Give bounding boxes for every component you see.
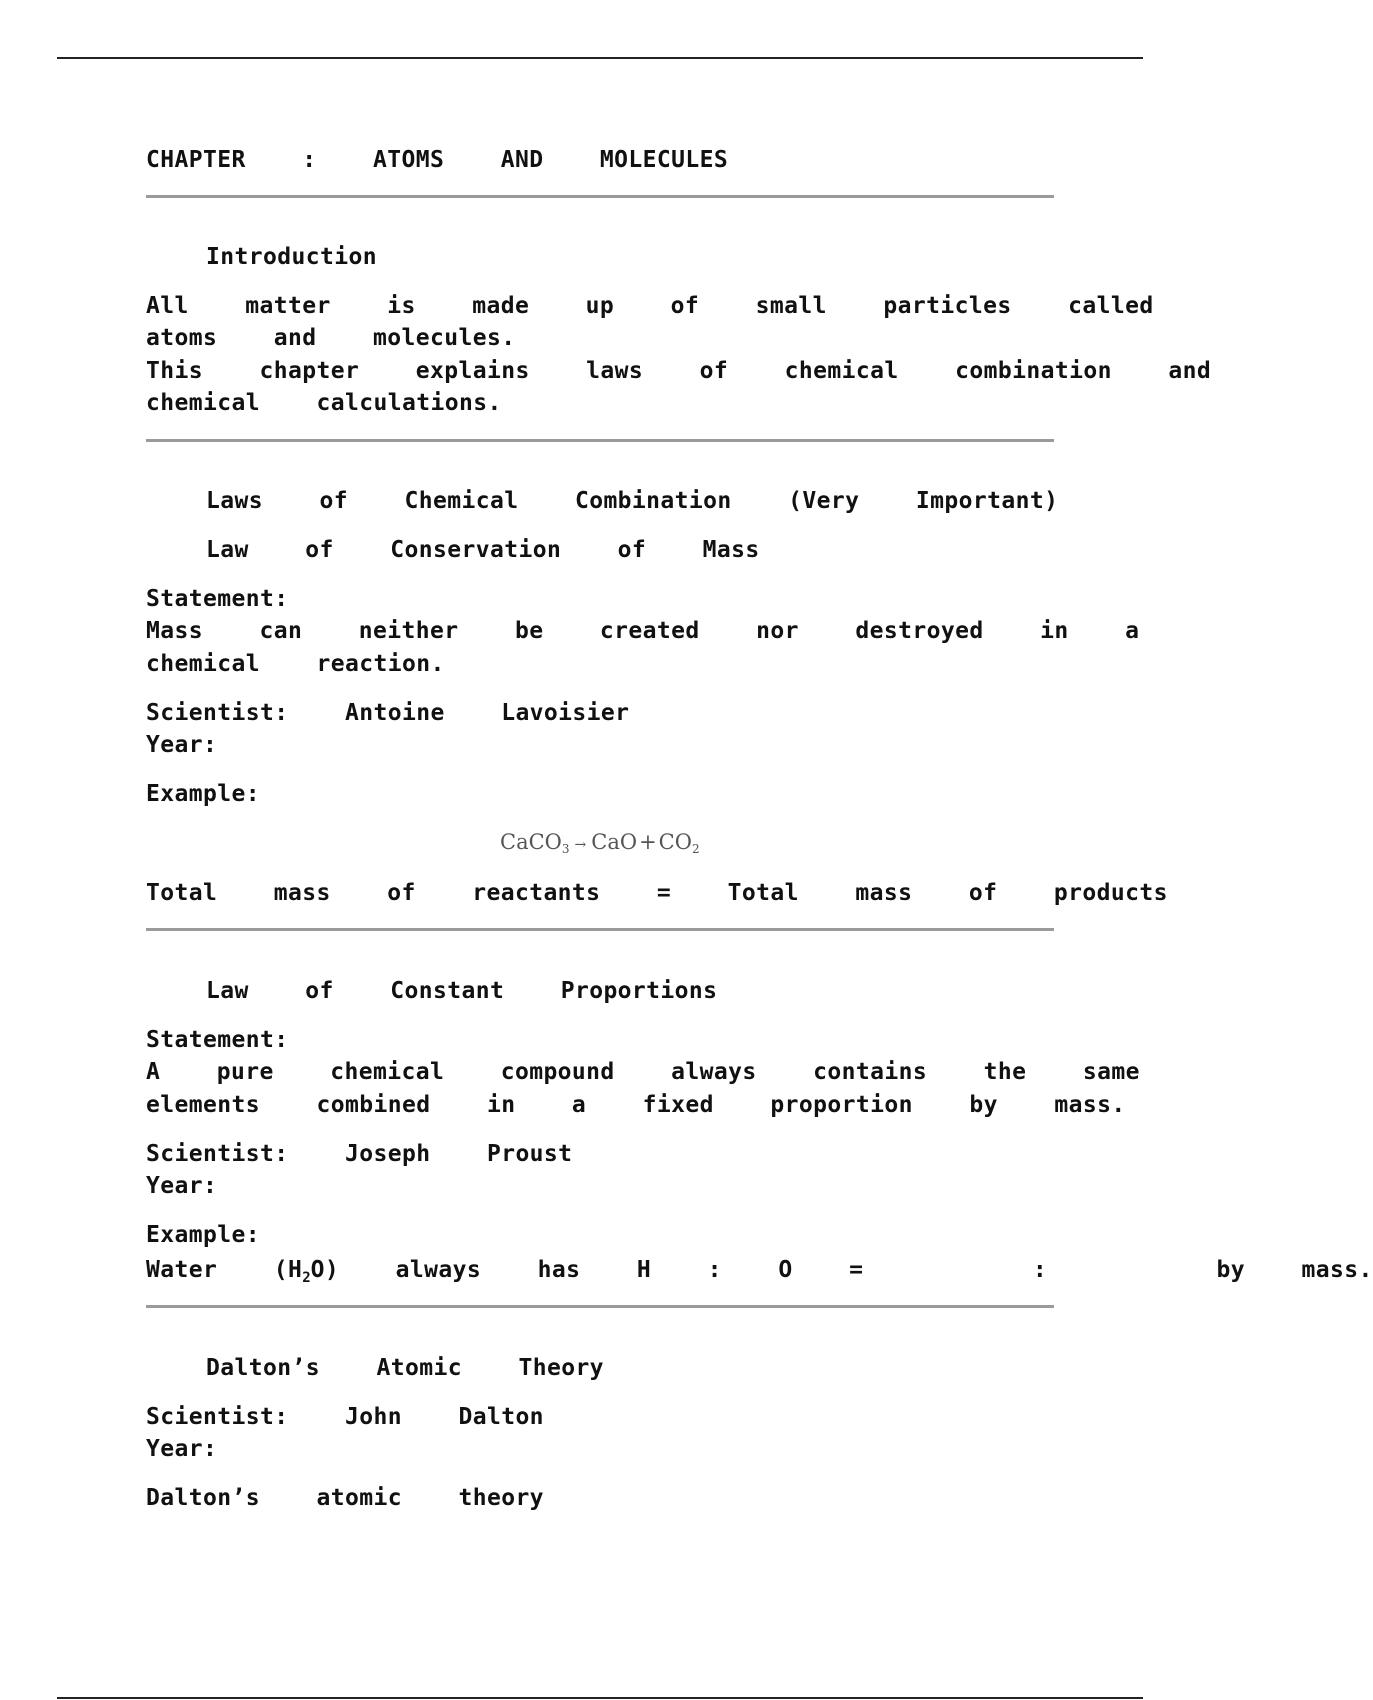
reaction-arrow-icon: → — [574, 837, 587, 853]
dalton-theory-text: Dalton’s atomic theory — [146, 1485, 544, 1511]
conservation-scientist: Scientist: Antoine Lavoisier — [146, 700, 630, 726]
equation-plus: + — [639, 830, 657, 854]
conservation-statement-line: chemical reaction. — [146, 651, 445, 677]
conservation-heading: Law of Conservation of Mass — [206, 537, 760, 563]
total-mass-statement: Total mass of reactants = Total mass of products — [146, 880, 1168, 906]
conservation-statement-line: Mass can neither be created nor destroyed in a — [146, 618, 1140, 644]
section-divider — [146, 1305, 1054, 1308]
constant-scientist: Scientist: Joseph Proust — [146, 1141, 573, 1167]
introduction-line: atoms and molecules. — [146, 325, 516, 351]
page-bottom-rule — [57, 1697, 1143, 1699]
water-subscript: 2 — [302, 1270, 311, 1286]
introduction-heading: Introduction — [206, 244, 377, 270]
water-ratio-example — [146, 1255, 1373, 1293]
section-divider — [146, 928, 1054, 931]
page-top-rule — [57, 57, 1143, 59]
section-divider — [146, 195, 1054, 198]
equation-reactant-subscript: 3 — [561, 842, 570, 856]
constant-example-label: Example: — [146, 1222, 260, 1248]
equation-product-1: CaO — [591, 830, 638, 854]
conservation-example-label: Example: — [146, 781, 260, 807]
constant-statement-label: Statement: — [146, 1027, 289, 1053]
water-ratio-prefix: Water (H — [146, 1257, 303, 1283]
dalton-year: Year: — [146, 1436, 218, 1462]
equation-product-2: CO — [658, 830, 692, 854]
laws-heading: Laws of Chemical Combination (Very Important) — [206, 488, 1059, 514]
equation-product-2-subscript: 2 — [691, 842, 700, 856]
conservation-statement-label: Statement: — [146, 586, 289, 612]
introduction-line: All matter is made up of small particles called — [146, 293, 1154, 319]
chapter-title: CHAPTER : ATOMS AND MOLECULES — [146, 147, 729, 173]
dalton-scientist: Scientist: John Dalton — [146, 1404, 544, 1430]
constant-statement-line: elements combined in a fixed proportion by mass. — [146, 1092, 1126, 1118]
constant-year: Year: — [146, 1173, 218, 1199]
section-divider — [146, 439, 1054, 442]
conservation-year: Year: — [146, 732, 218, 758]
constant-proportions-heading: Law of Constant Proportions — [206, 978, 718, 1004]
constant-statement-line: A pure chemical compound always contains the same — [146, 1059, 1140, 1085]
equation-reactant: CaCO — [500, 830, 562, 854]
dalton-heading: Dalton’s Atomic Theory — [206, 1355, 604, 1381]
introduction-line: chemical calculations. — [146, 390, 502, 416]
water-ratio-suffix: O) always has H : O = : by mass. — [310, 1257, 1373, 1283]
chemical-equation — [500, 828, 700, 863]
introduction-line: This chapter explains laws of chemical combination and — [146, 358, 1212, 384]
